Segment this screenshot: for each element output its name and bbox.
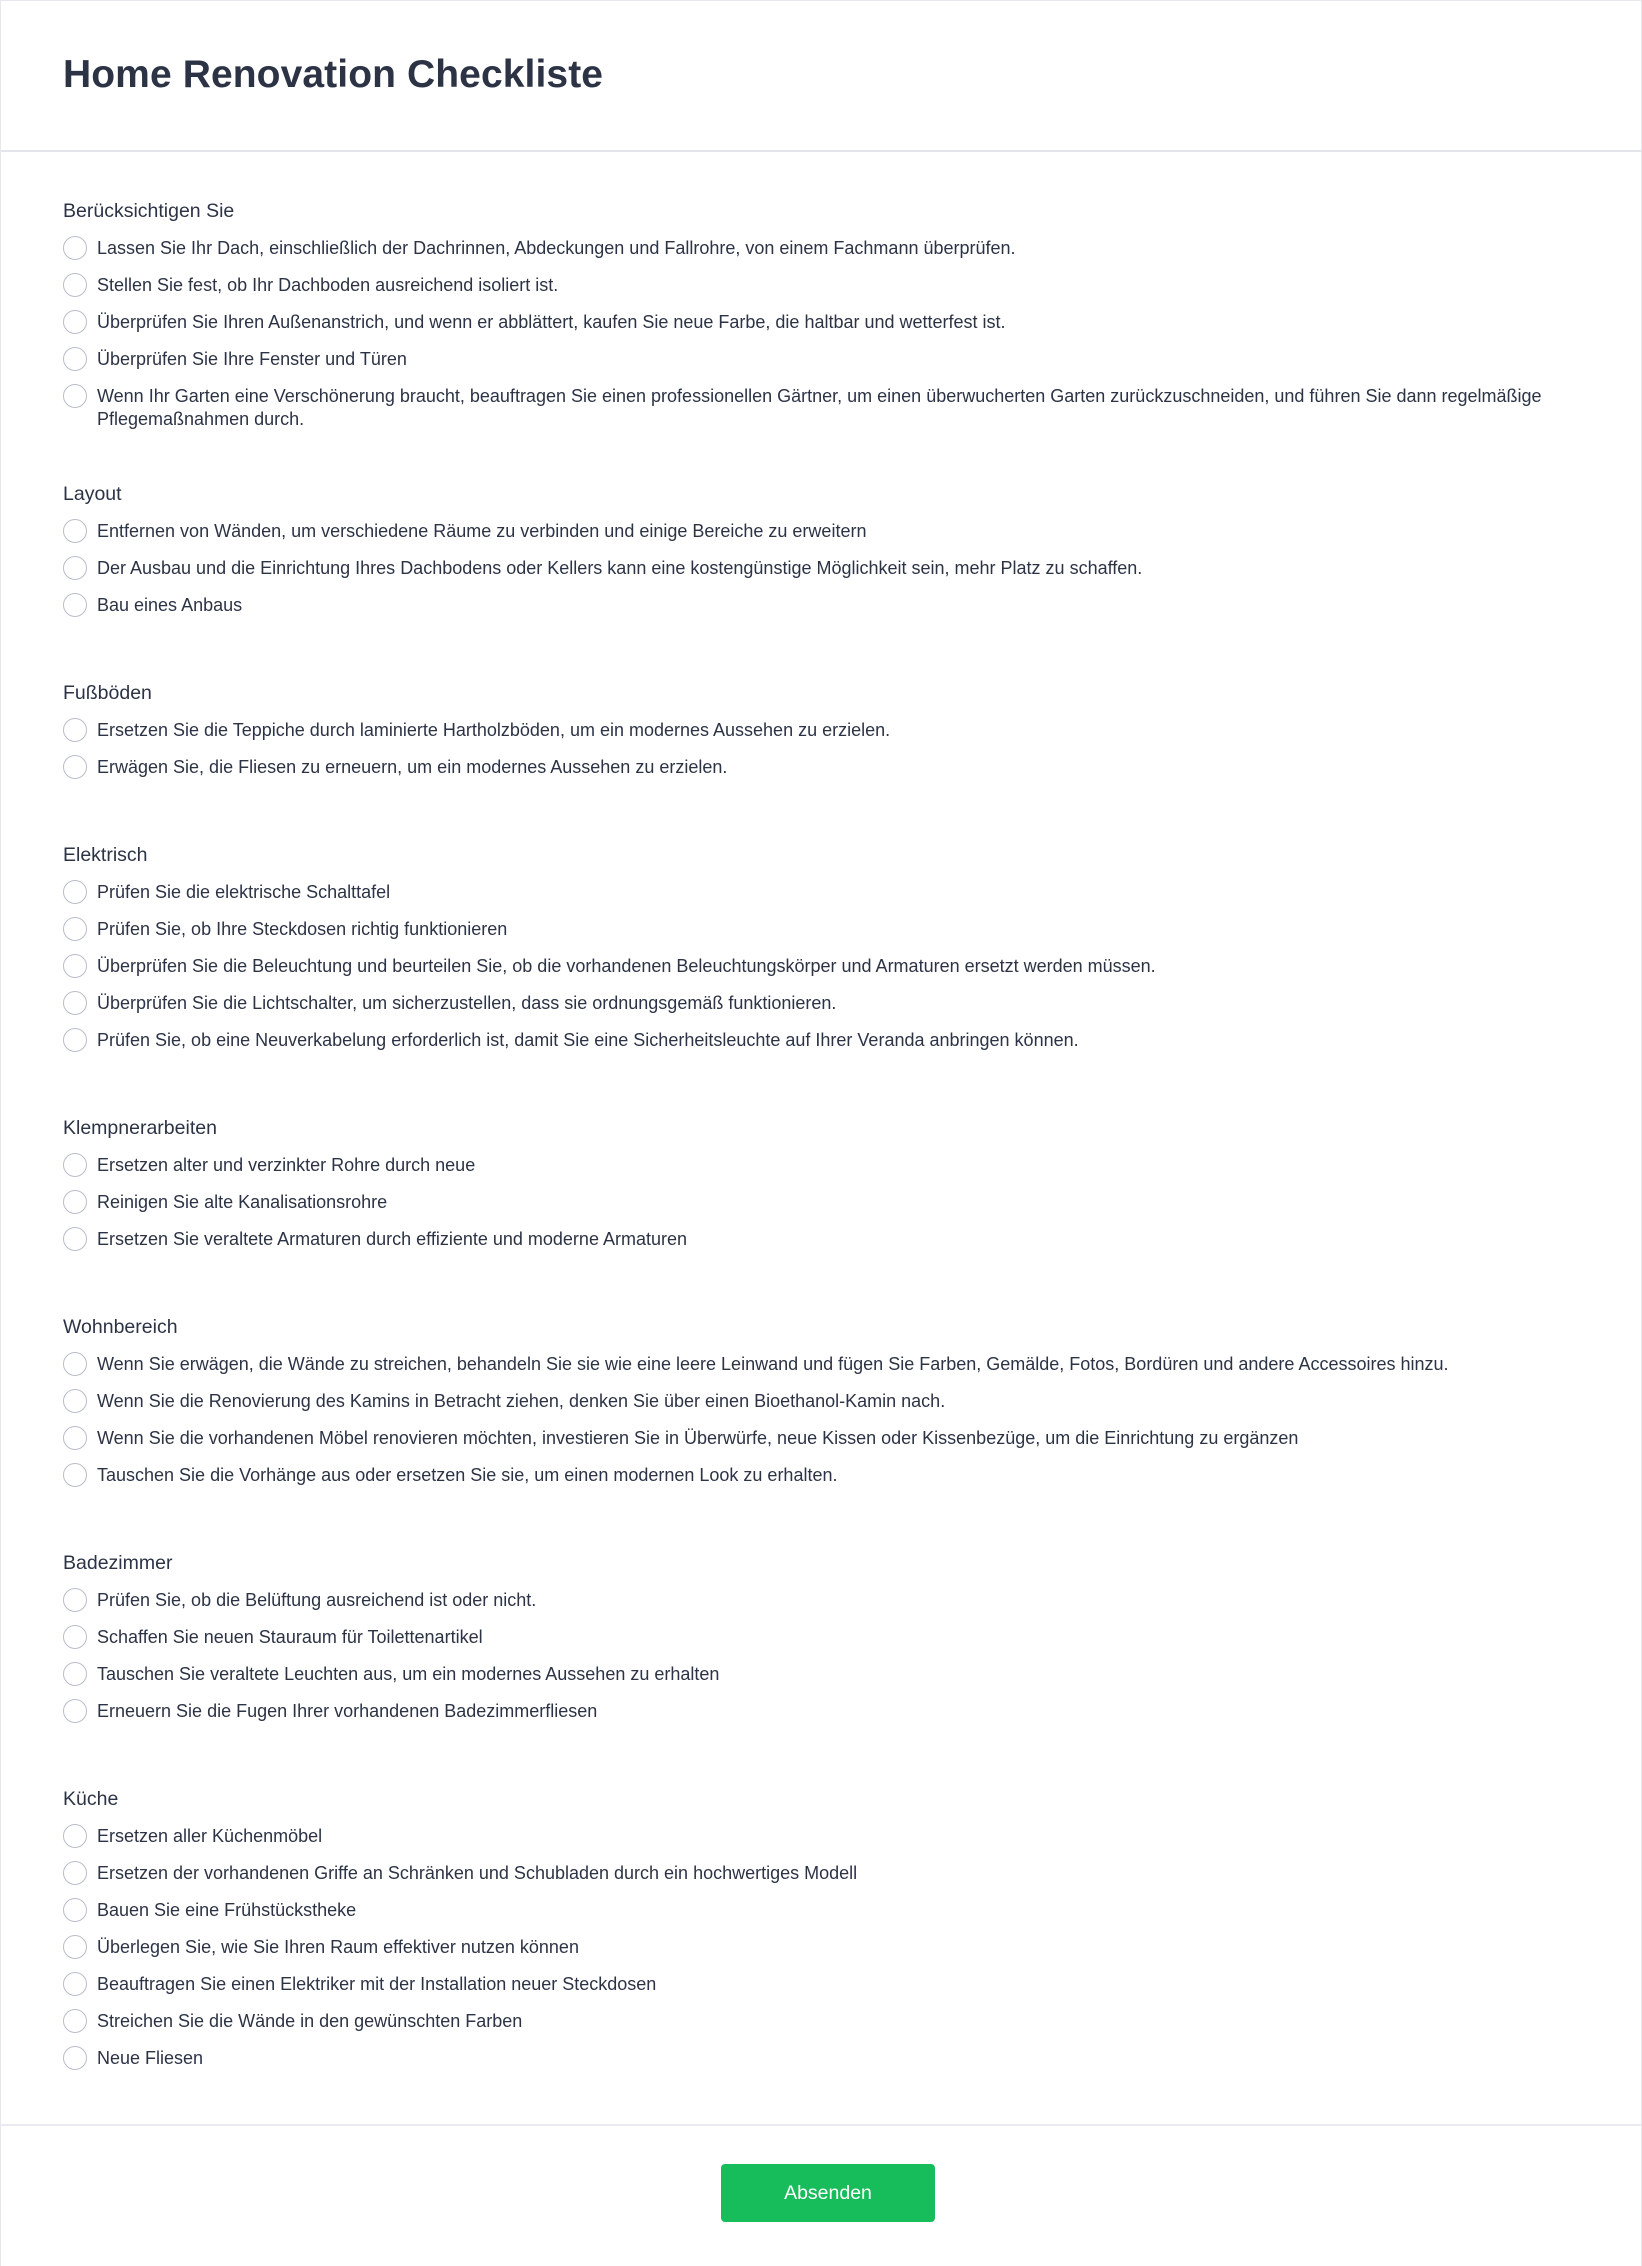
checklist-option[interactable] [63,593,1577,630]
checklist-option[interactable] [63,1861,1577,1898]
checklist-option[interactable] [63,347,1577,384]
checklist-section [63,1117,1577,1264]
checklist-option[interactable] [63,1426,1577,1463]
radio-button[interactable] [63,519,87,543]
checklist-option[interactable] [63,236,1577,273]
checklist-option[interactable] [63,1898,1577,1935]
option-label: Bau eines Anbaus [97,595,243,615]
checklist-option[interactable] [63,917,1577,954]
radio-button[interactable] [63,1935,87,1959]
option-label: Lassen Sie Ihr Dach, einschließlich der Dachrinnen, Abdeckungen und Fallrohre, von einem Fachmann überprüfen. [97,238,1016,258]
radio-button[interactable] [63,384,87,408]
option-label: Beauftragen Sie einen Elektriker mit der Installation neuer Steckdosen [97,1974,657,1994]
checklist-option[interactable] [63,880,1577,917]
radio-button[interactable] [63,236,87,260]
radio-button[interactable] [63,1898,87,1922]
option-label: Überprüfen Sie die Beleuchtung und beurteilen Sie, ob die vorhandenen Beleuchtungskörper und Armaturen ersetzt werden müssen. [97,956,1156,976]
option-label: Prüfen Sie, ob Ihre Steckdosen richtig funktionieren [97,919,508,939]
checklist-option[interactable] [63,1190,1577,1227]
radio-button[interactable] [63,755,87,779]
radio-button[interactable] [63,1352,87,1376]
radio-button[interactable] [63,1227,87,1251]
checklist-option[interactable] [63,1389,1577,1426]
option-label: Prüfen Sie, ob eine Neuverkabelung erforderlich ist, damit Sie eine Sicherheitsleuchte auf Ihrer Veranda anbringen können. [97,1030,1079,1050]
checklist-option[interactable] [63,718,1577,755]
form-body [1,152,1641,2083]
option-label: Stellen Sie fest, ob Ihr Dachboden ausreichend isoliert ist. [97,275,559,295]
option-label: Prüfen Sie die elektrische Schalttafel [97,882,391,902]
radio-button[interactable] [63,718,87,742]
checklist-option[interactable] [63,1662,1577,1699]
option-label: Tauschen Sie die Vorhänge aus oder ersetzen Sie sie, um einen modernen Look zu erhalten. [97,1465,838,1485]
checklist-section [63,1788,1577,2083]
section-label: Layout [63,483,122,505]
option-label: Ersetzen alter und verzinkter Rohre durch neue [97,1155,476,1175]
checklist-option[interactable] [63,2046,1577,2083]
checklist-section [63,483,1577,630]
checklist-section [63,200,1577,431]
radio-button[interactable] [63,1588,87,1612]
option-label: Überlegen Sie, wie Sie Ihren Raum effektiver nutzen können [97,1937,579,1957]
section-label: Berücksichtigen Sie [63,200,235,222]
option-label: Überprüfen Sie Ihre Fenster und Türen [97,349,407,369]
radio-button[interactable] [63,1625,87,1649]
section-label: Badezimmer [63,1552,173,1574]
option-label: Tauschen Sie veraltete Leuchten aus, um ein modernes Aussehen zu erhalten [97,1664,720,1684]
option-label: Schaffen Sie neuen Stauraum für Toilettenartikel [97,1627,483,1647]
checklist-section [63,682,1577,792]
radio-button[interactable] [63,1861,87,1885]
option-label: Wenn Sie die Renovierung des Kamins in Betracht ziehen, denken Sie über einen Bioethanol-Kamin nach. [97,1391,946,1411]
radio-button[interactable] [63,880,87,904]
checklist-option[interactable] [63,1625,1577,1662]
checklist-option[interactable] [63,1227,1577,1264]
option-label: Wenn Sie erwägen, die Wände zu streichen, behandeln Sie sie wie eine leere Leinwand und fügen Sie Farben, Gemälde, Fotos, Bordüren und andere Accessoires hinzu. [97,1354,1449,1374]
checklist-option[interactable] [63,1153,1577,1190]
page-title: Home Renovation Checkliste [63,53,604,96]
checklist-option[interactable] [63,1935,1577,1972]
option-label: Wenn Ihr Garten eine Verschönerung braucht, beauftragen Sie einen professionellen Gärtner, um einen überwucherten Garten zurückzuschneiden, und führen Sie dann regelmäßige Pflegemaßnahmen durch. [97,386,1542,429]
radio-button[interactable] [63,556,87,580]
radio-button[interactable] [63,1153,87,1177]
option-label: Neue Fliesen [97,2048,204,2068]
section-label: Fußböden [63,682,152,704]
checklist-section [63,1316,1577,1500]
radio-button[interactable] [63,1190,87,1214]
option-label: Überprüfen Sie Ihren Außenanstrich, und wenn er abblättert, kaufen Sie neue Farbe, die haltbar und wetterfest ist. [97,312,1006,332]
radio-button[interactable] [63,1028,87,1052]
radio-button[interactable] [63,273,87,297]
checklist-option[interactable] [63,991,1577,1028]
checklist-option[interactable] [63,755,1577,792]
section-label: Klempnerarbeiten [63,1117,217,1139]
radio-button[interactable] [63,310,87,334]
radio-button[interactable] [63,1972,87,1996]
checklist-option[interactable] [63,1352,1577,1389]
checklist-option[interactable] [63,1699,1577,1736]
form-header [1,1,1641,152]
checklist-option[interactable] [63,1463,1577,1500]
checklist-option[interactable] [63,519,1577,556]
checklist-option[interactable] [63,556,1577,593]
radio-button[interactable] [63,1662,87,1686]
radio-button[interactable] [63,347,87,371]
radio-button[interactable] [63,954,87,978]
radio-button[interactable] [63,991,87,1015]
radio-button[interactable] [63,1389,87,1413]
option-label: Erwägen Sie, die Fliesen zu erneuern, um ein modernes Aussehen zu erzielen. [97,757,728,777]
checklist-option[interactable] [63,273,1577,310]
checklist-option[interactable] [63,2009,1577,2046]
section-label: Elektrisch [63,844,148,866]
radio-button[interactable] [63,1824,87,1848]
radio-button[interactable] [63,1699,87,1723]
option-label: Ersetzen der vorhandenen Griffe an Schränken und Schubladen durch ein hochwertiges Modell [97,1863,858,1883]
section-label: Küche [63,1788,119,1810]
option-label: Der Ausbau und die Einrichtung Ihres Dachbodens oder Kellers kann eine kostengünstige Möglichkeit sein, mehr Platz zu schaffen. [97,558,1143,578]
option-label: Prüfen Sie, ob die Belüftung ausreichend ist oder nicht. [97,1590,537,1610]
checklist-option[interactable] [63,1588,1577,1625]
option-label: Erneuern Sie die Fugen Ihrer vorhandenen Badezimmerfliesen [97,1701,598,1721]
radio-button[interactable] [63,593,87,617]
section-label: Wohnbereich [63,1316,178,1338]
radio-button[interactable] [63,2009,87,2033]
checklist-option[interactable] [63,1028,1577,1065]
radio-button[interactable] [63,2046,87,2070]
option-label: Bauen Sie eine Frühstückstheke [97,1900,357,1920]
option-label: Reinigen Sie alte Kanalisationsrohre [97,1192,388,1212]
option-label: Ersetzen aller Küchenmöbel [97,1826,323,1846]
radio-button[interactable] [63,1426,87,1450]
checklist-section [63,1552,1577,1736]
checklist-option[interactable] [63,954,1577,991]
radio-button[interactable] [63,917,87,941]
checklist-option[interactable] [63,1972,1577,2009]
option-label: Streichen Sie die Wände in den gewünschten Farben [97,2011,523,2031]
option-label: Entfernen von Wänden, um verschiedene Räume zu verbinden und einige Bereiche zu erweitern [97,521,867,541]
radio-button[interactable] [63,1463,87,1487]
checklist-option[interactable] [63,1824,1577,1861]
option-label: Überprüfen Sie die Lichtschalter, um sicherzustellen, dass sie ordnungsgemäß funktionieren. [97,993,837,1013]
option-label: Ersetzen Sie die Teppiche durch laminierte Hartholzböden, um ein modernes Aussehen zu erzielen. [97,720,891,740]
option-label: Ersetzen Sie veraltete Armaturen durch effiziente und moderne Armaturen [97,1229,687,1249]
checklist-section [63,844,1577,1065]
submit-button[interactable]: Absenden [721,2164,935,2222]
option-label: Wenn Sie die vorhandenen Möbel renovieren möchten, investieren Sie in Überwürfe, neue Kissen oder Kissenbezüge, um die Einrichtung zu ergänzen [97,1428,1299,1448]
checklist-option[interactable] [63,384,1577,431]
checklist-option[interactable] [63,310,1577,347]
form-footer [1,2124,1641,2266]
